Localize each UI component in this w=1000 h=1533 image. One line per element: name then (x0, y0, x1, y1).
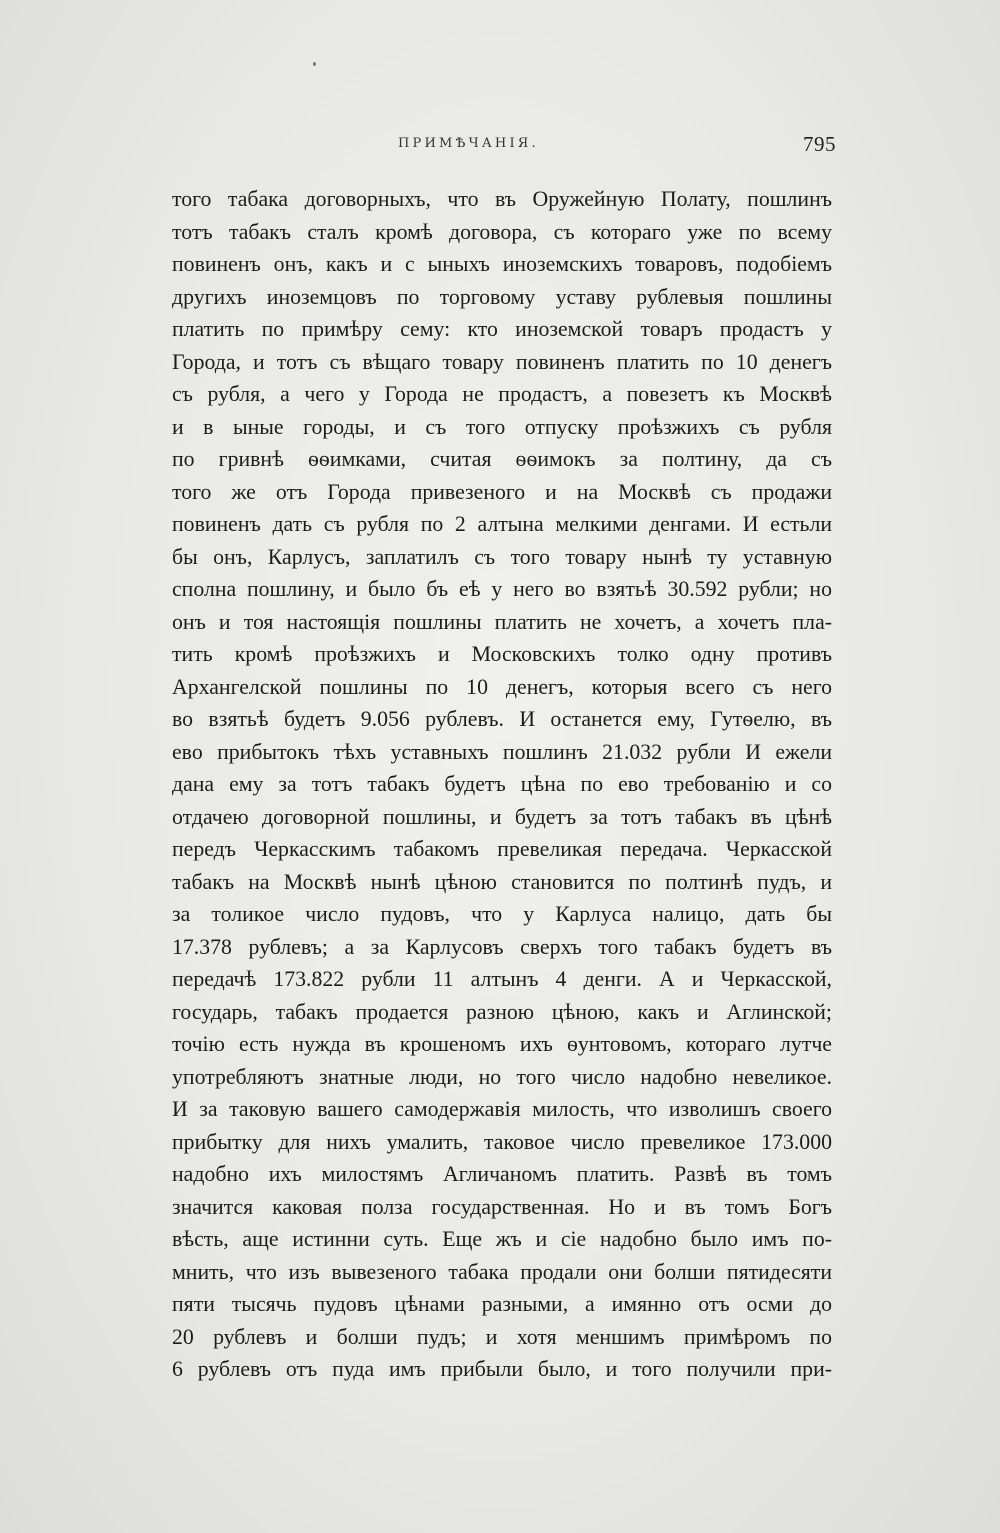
text-line: бы онъ, Карлусъ, заплатилъ съ того товару нынѣ ту уставную (172, 544, 832, 569)
text-line: мнить, что изъ вывезеного табака продали они болши пятидесяти (172, 1259, 832, 1284)
text-line: того табака договорныхъ, что въ Оружейную Полату, пошлинъ (172, 187, 832, 211)
text-line: того же отъ Города привезеного и на Москвѣ съ продажи (172, 479, 832, 504)
text-line: за толикое число пудовъ, что у Карлуса налицо, дать бы (172, 902, 832, 926)
text-line: ево прибытокъ тѣхъ уставныхъ пошлинъ 21.032 рубли И ежели (172, 739, 832, 764)
text-line: во взятьѣ будетъ 9.056 рублевъ. И останется ему, Гутѳелю, въ (172, 707, 832, 731)
text-line: И за таковую вашего самодержавія милость, что изволишъ своего (172, 1097, 832, 1121)
text-line: повиненъ дать съ рубля по 2 алтына мелкими денгами. И естьли (172, 512, 832, 536)
text-line: точію есть нужда въ крошеномъ ихъ ѳунтовомъ, котораго лутче (172, 1032, 832, 1056)
running-title: ПРИМѢЧАНІЯ. (398, 136, 539, 151)
body-text (172, 183, 832, 1386)
text-line: повиненъ онъ, какъ и с ыныхъ иноземскихъ товаровъ, подобіемъ (172, 252, 832, 276)
text-line: значится каковая полза государственная. Но и въ томъ Богъ (172, 1194, 832, 1219)
text-line: по гривнѣ ѳѳимками, считая ѳѳимокъ за полтину, да съ (172, 447, 832, 471)
text-line: передачѣ 173.822 рубли 11 алтынъ 4 денги. А и Черкасской, (172, 967, 832, 991)
text-line: съ рубля, а чего у Города не продастъ, а повезетъ къ Москвѣ (172, 382, 832, 406)
page-number: 795 (803, 132, 836, 156)
text-line: 6 рублевъ отъ пуда имъ прибыли было, и того получили при- (172, 1357, 832, 1381)
text-line: Города, и тотъ съ вѣщаго товару повиненъ платить по 10 денегъ (172, 349, 832, 374)
text-line: отдачею договорной пошлины, и будетъ за тотъ табакъ въ цѣнѣ (172, 804, 832, 829)
text-line: Архангелской пошлины по 10 денегъ, которыя всего съ него (172, 674, 832, 699)
text-line: прибытку для нихъ умалить, таковое число превеликое 173.000 (172, 1129, 832, 1154)
ink-speck (313, 62, 316, 66)
text-line: платить по примѣру сему: кто иноземской товаръ продастъ у (172, 317, 832, 341)
text-line: 20 рублевъ и болши пудъ; и хотя меншимъ примѣромъ по (172, 1324, 832, 1349)
text-line: употребляютъ знатные люди, но того число надобно невеликое. (172, 1064, 832, 1089)
text-line: передъ Черкасскимъ табакомъ превеликая передача. Черкасской (172, 837, 832, 861)
text-line: другихъ иноземцовъ по торговому уставу рублевыя пошлины (172, 284, 832, 309)
text-line: сполна пошлину, и было бъ еѣ у него во взятьѣ 30.592 рубли; но (172, 577, 832, 601)
text-line: пяти тысячь пудовъ цѣнами разными, а имянно отъ осми до (172, 1292, 832, 1316)
text-line: вѣсть, аще истинни суть. Еще жъ и сіе надобно было имъ по- (172, 1227, 832, 1251)
text-line: государь, табакъ продается разною цѣною, какъ и Аглинской; (172, 999, 832, 1024)
text-line: дана ему за тотъ табакъ будетъ цѣна по ево требованію и со (172, 772, 832, 796)
text-line: 17.378 рублевъ; а за Карлусовъ сверхъ того табакъ будетъ въ (172, 934, 832, 959)
text-line: онъ и тоя настоящія пошлины платить не хочетъ, а хочетъ пла- (172, 609, 832, 634)
text-line: и в ыные городы, и съ того отпуску проѣзжихъ съ рубля (172, 414, 832, 439)
page-header (172, 132, 836, 162)
text-line: тотъ табакъ сталъ кромѣ договора, съ котораго уже по всему (172, 219, 832, 244)
text-line: табакъ на Москвѣ нынѣ цѣною становится по полтинѣ пудъ, и (172, 869, 832, 894)
text-line: надобно ихъ милостямъ Агличаномъ платить. Развѣ въ томъ (172, 1162, 832, 1186)
text-line: тить кромѣ проѣзжихъ и Московскихъ толко одну противъ (172, 642, 832, 666)
